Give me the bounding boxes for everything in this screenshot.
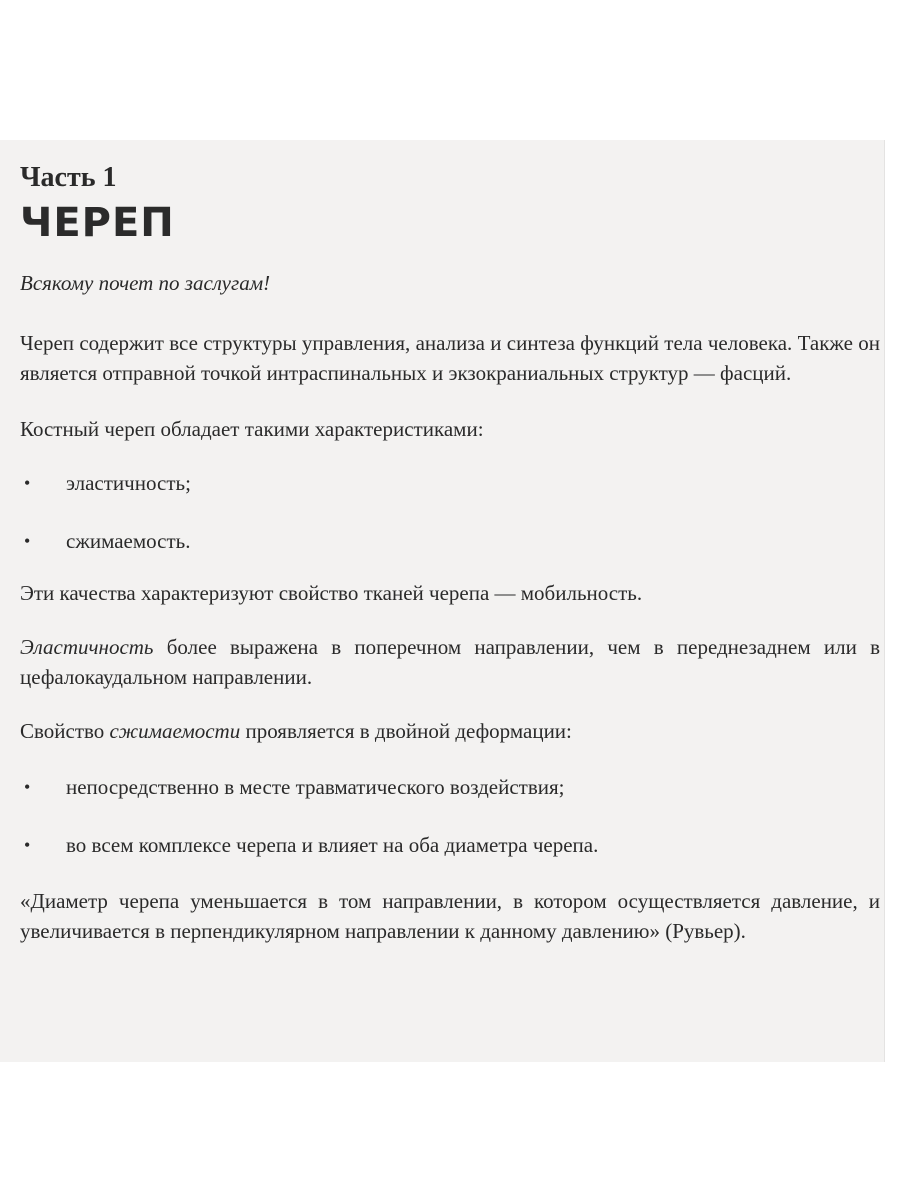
part-label: Часть 1	[20, 162, 117, 193]
bullet-icon: •	[24, 473, 31, 493]
compressibility-term: сжимаемости	[109, 719, 241, 743]
intro-paragraph: Череп содержит все структуры управления, анализа и синтеза функций тела человека. Также он является отправной точкой интраспинальных и экзокраниальных структур — фасций.	[20, 331, 880, 385]
deformation-list	[20, 772, 880, 860]
quote-paragraph: «Диаметр черепа уменьшается в том направлении, в котором осуществляется давление, и увеличивается в перпендикулярном направлении к данному давлению» (Рувьер).	[20, 889, 880, 943]
list-item-text: эластичность;	[66, 471, 191, 495]
bullet-icon: •	[24, 835, 31, 855]
compressibility-text-end: проявляется в двойной деформации:	[240, 719, 572, 743]
chapter-title: ЧЕРЕП	[20, 200, 175, 246]
bullet-icon: •	[24, 777, 31, 797]
list-item	[20, 830, 880, 860]
bullet-icon: •	[24, 531, 31, 551]
epigraph: Всякому почет по заслугам!	[20, 271, 271, 295]
list-item-text: непосредственно в месте травматического воздействия;	[66, 775, 565, 799]
list-item	[20, 772, 880, 802]
elasticity-term: Эластичность	[20, 635, 154, 659]
list-item-text: сжимаемость.	[66, 529, 191, 553]
characteristics-list	[20, 468, 880, 556]
list-item	[20, 468, 880, 498]
page-content	[20, 160, 880, 946]
mobility-paragraph: Эти качества характеризуют свойство тканей черепа — мобильность.	[20, 581, 643, 605]
compressibility-text-start: Свойство	[20, 719, 110, 743]
compressibility-paragraph	[20, 716, 880, 746]
list-item	[20, 526, 880, 556]
list-item-text: во всем комплексе черепа и влияет на оба диаметра черепа.	[66, 833, 599, 857]
elasticity-text: более выражена в поперечном направлении, чем в переднезаднем или в цефалокаудальном направлении.	[20, 635, 880, 689]
elasticity-paragraph	[20, 632, 880, 692]
characteristics-lead: Костный череп обладает такими характеристиками:	[20, 417, 484, 441]
